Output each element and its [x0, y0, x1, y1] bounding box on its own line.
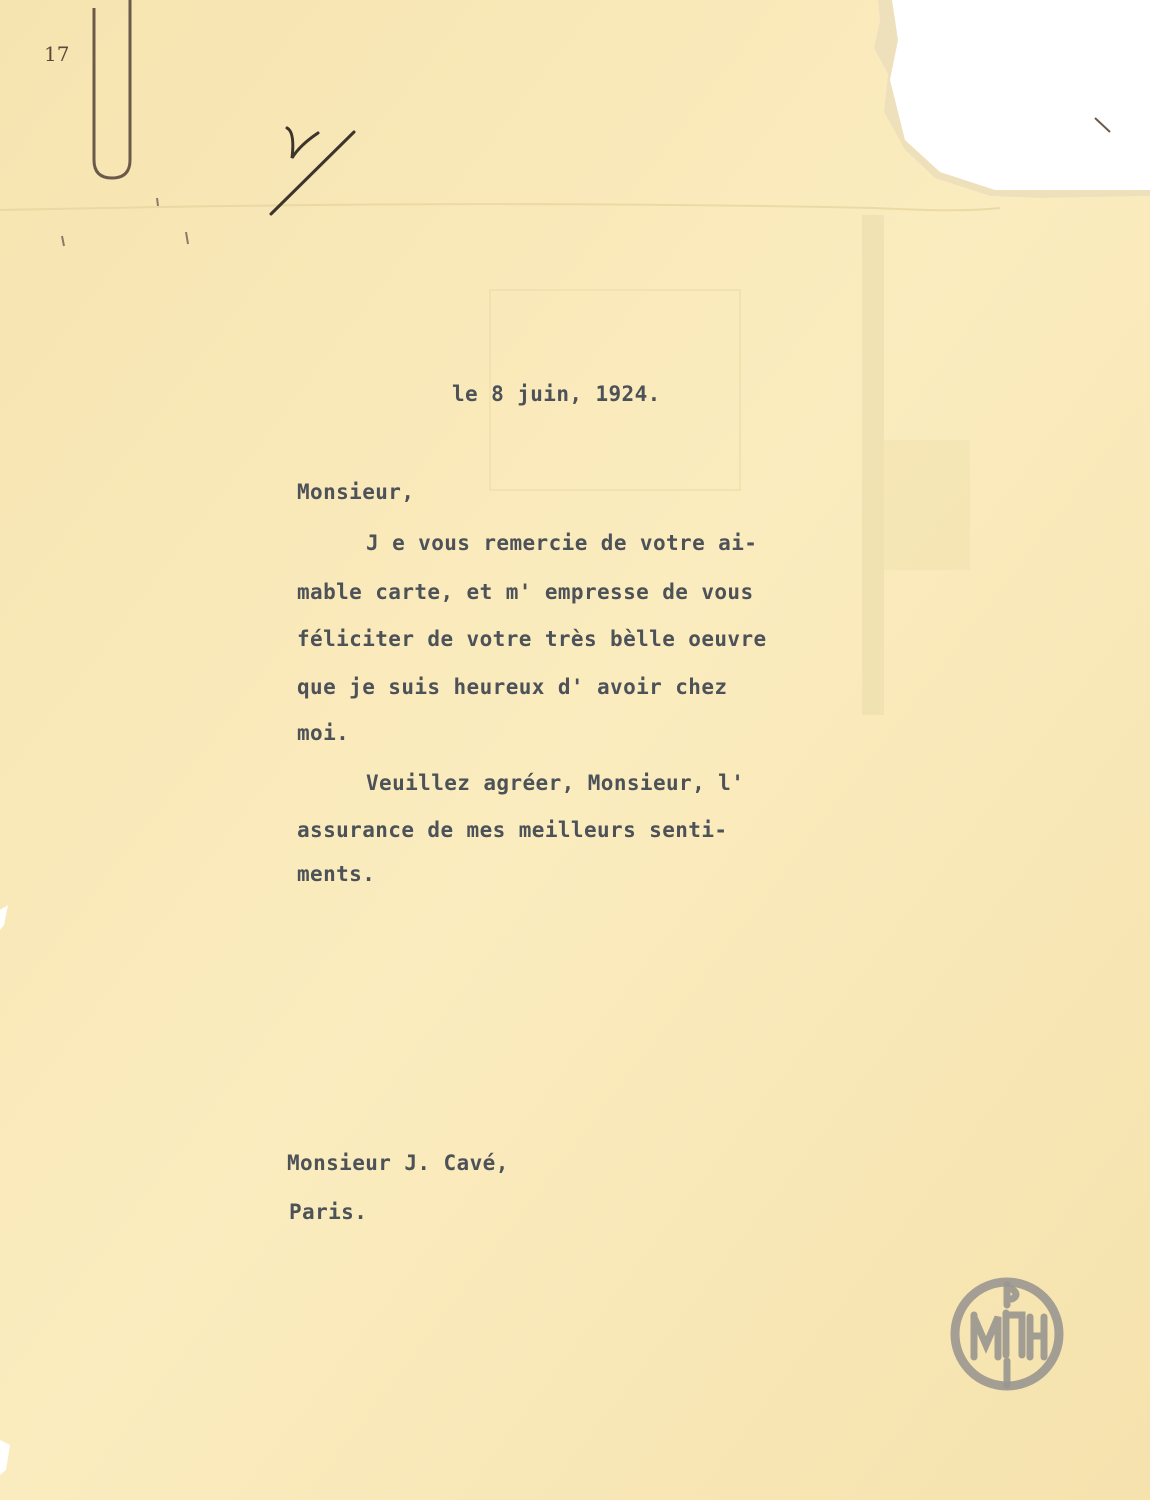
recipient-city: Paris. [289, 1200, 368, 1224]
body-line: que je suis heureux d' avoir chez [297, 675, 728, 699]
archive-number: 17 [44, 42, 70, 66]
body-line: J e vous remercie de votre ai- [366, 531, 758, 555]
letter-date: le 8 juin, 1924. [452, 382, 661, 406]
body-line: féliciter de votre très bèlle oeuvre [297, 627, 767, 651]
body-line: ments. [297, 862, 376, 886]
body-line: assurance de mes meilleurs senti- [297, 818, 728, 842]
body-line: mable carte, et m' empresse de vous [297, 580, 754, 604]
body-line: moi. [297, 721, 350, 745]
recipient-name: Monsieur J. Cavé, [287, 1151, 509, 1175]
body-line: Veuillez agréer, Monsieur, l' [366, 771, 745, 795]
letter-salutation: Monsieur, [297, 480, 415, 504]
archive-seal-stamp [946, 1275, 1068, 1393]
